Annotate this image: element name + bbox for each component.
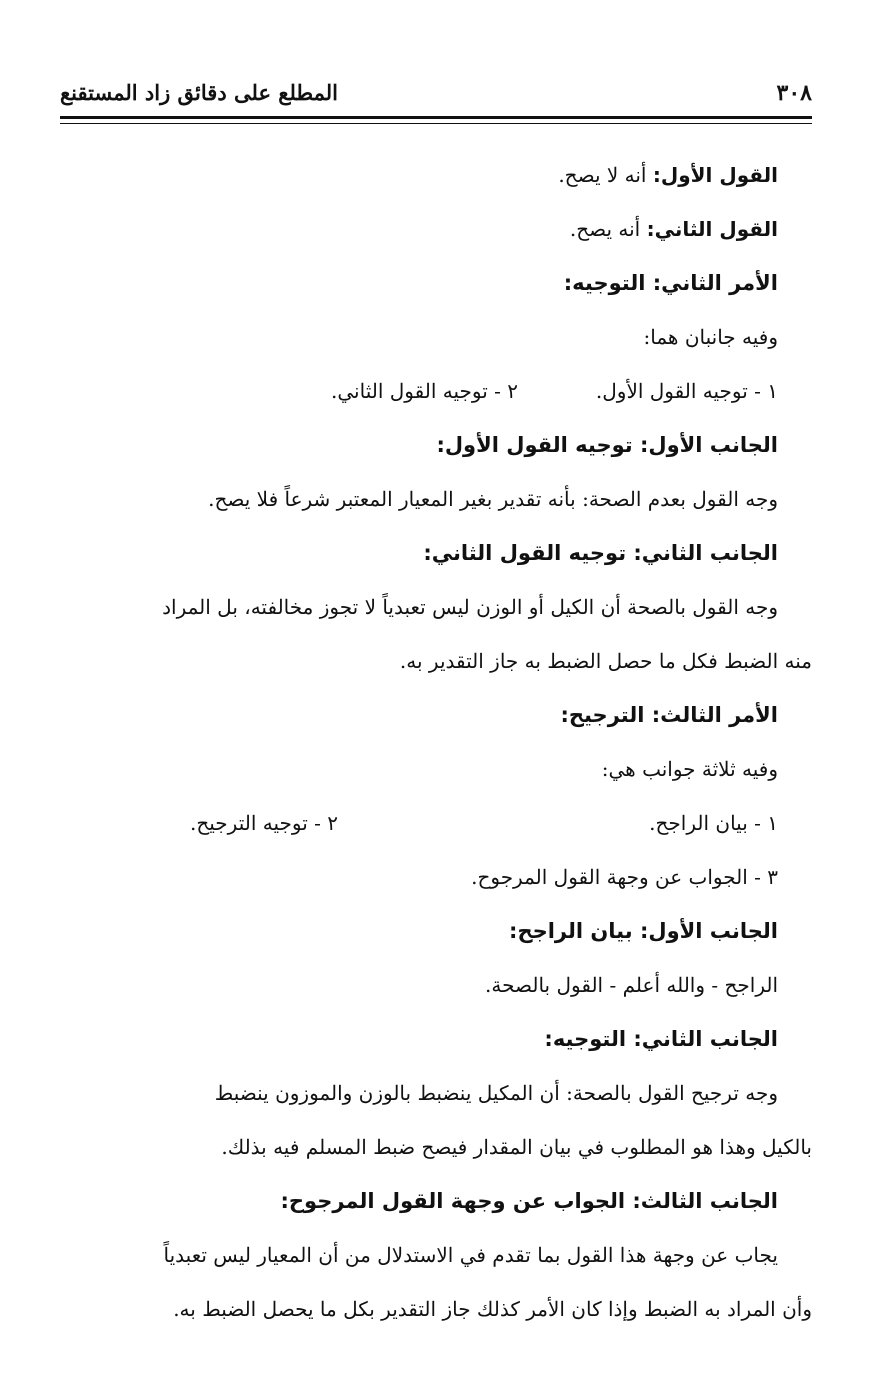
paragraph-continuation: منه الضبط فكل ما حصل الضبط به جاز التقدير به. <box>399 649 812 673</box>
heading-justification: الجانب الثاني: التوجيه: <box>544 1027 778 1051</box>
paragraph: وجه القول بعدم الصحة: بأنه تقدير بغير المعيار المعتبر شرعاً فلا يصح. <box>208 487 778 511</box>
paragraph: يجاب عن وجهة هذا القول بما تقدم في الاستدلال من أن المعيار ليس تعبدياً <box>163 1243 778 1267</box>
list-item-text: - توجيه القول الأول. <box>595 379 768 403</box>
list-item-text: - بيان الراجح. <box>649 811 768 835</box>
list-item <box>331 364 518 418</box>
intro-two-aspects: وفيه جانبان هما: <box>643 325 778 349</box>
list-item-number: ١ <box>767 811 778 835</box>
list-item <box>338 796 778 850</box>
paragraph-continuation: بالكيل وهذا هو المطلوب في بيان المقدار فيصح ضبط المسلم فيه بذلك. <box>221 1135 812 1159</box>
list-item <box>190 796 338 850</box>
list-item-number: ٣ <box>767 865 778 889</box>
list-item-text: - الجواب عن وجهة القول المرجوح. <box>471 865 768 889</box>
second-opinion-label: القول الثاني: <box>646 217 778 241</box>
running-title: المطلع على دقائق زاد المستقنع <box>60 80 339 105</box>
heading-aspect-one: الجانب الأول: توجيه القول الأول: <box>436 433 778 457</box>
list-three-aspects <box>60 796 778 850</box>
list-item <box>518 364 778 418</box>
paragraph-continuation: وأن المراد به الضبط وإذا كان الأمر كذلك جاز التقدير بكل ما يحصل الضبط به. <box>173 1297 812 1321</box>
first-opinion-line <box>60 148 778 202</box>
header-rule-thick <box>60 116 812 119</box>
page-header <box>60 78 812 108</box>
first-opinion-label: القول الأول: <box>652 163 778 187</box>
heading-third-matter: الأمر الثالث: الترجيح: <box>560 703 778 727</box>
intro-three-aspects: وفيه ثلاثة جوانب هي: <box>601 757 778 781</box>
second-opinion-text: أنه يصح. <box>569 217 647 241</box>
list-item-text: - توجيه الترجيح. <box>190 811 328 835</box>
second-opinion-line <box>60 202 778 256</box>
heading-aspect-two: الجانب الثاني: توجيه القول الثاني: <box>423 541 778 565</box>
paragraph: وجه ترجيح القول بالصحة: أن المكيل ينضبط بالوزن والموزون ينضبط <box>214 1081 778 1105</box>
heading-rebuttal: الجانب الثالث: الجواب عن وجهة القول المرجوح: <box>280 1189 778 1213</box>
header-rule-thin <box>60 123 812 124</box>
list-two-aspects <box>60 364 778 418</box>
heading-preferred-view: الجانب الأول: بيان الراجح: <box>509 919 778 943</box>
page-body <box>60 148 812 1336</box>
list-item-number: ٢ <box>327 811 338 835</box>
first-opinion-text: أنه لا يصح. <box>558 163 653 187</box>
list-item-text: - توجيه القول الثاني. <box>331 379 508 403</box>
page-number: ٣٠٨ <box>776 80 812 106</box>
list-item-number: ٢ <box>507 379 518 403</box>
paragraph: الراجح - والله أعلم - القول بالصحة. <box>485 973 778 997</box>
paragraph: وجه القول بالصحة أن الكيل أو الوزن ليس تعبدياً لا تجوز مخالفته، بل المراد <box>162 595 778 619</box>
list-item-number: ١ <box>767 379 778 403</box>
heading-second-matter: الأمر الثاني: التوجيه: <box>563 271 778 295</box>
list-item <box>60 850 778 904</box>
